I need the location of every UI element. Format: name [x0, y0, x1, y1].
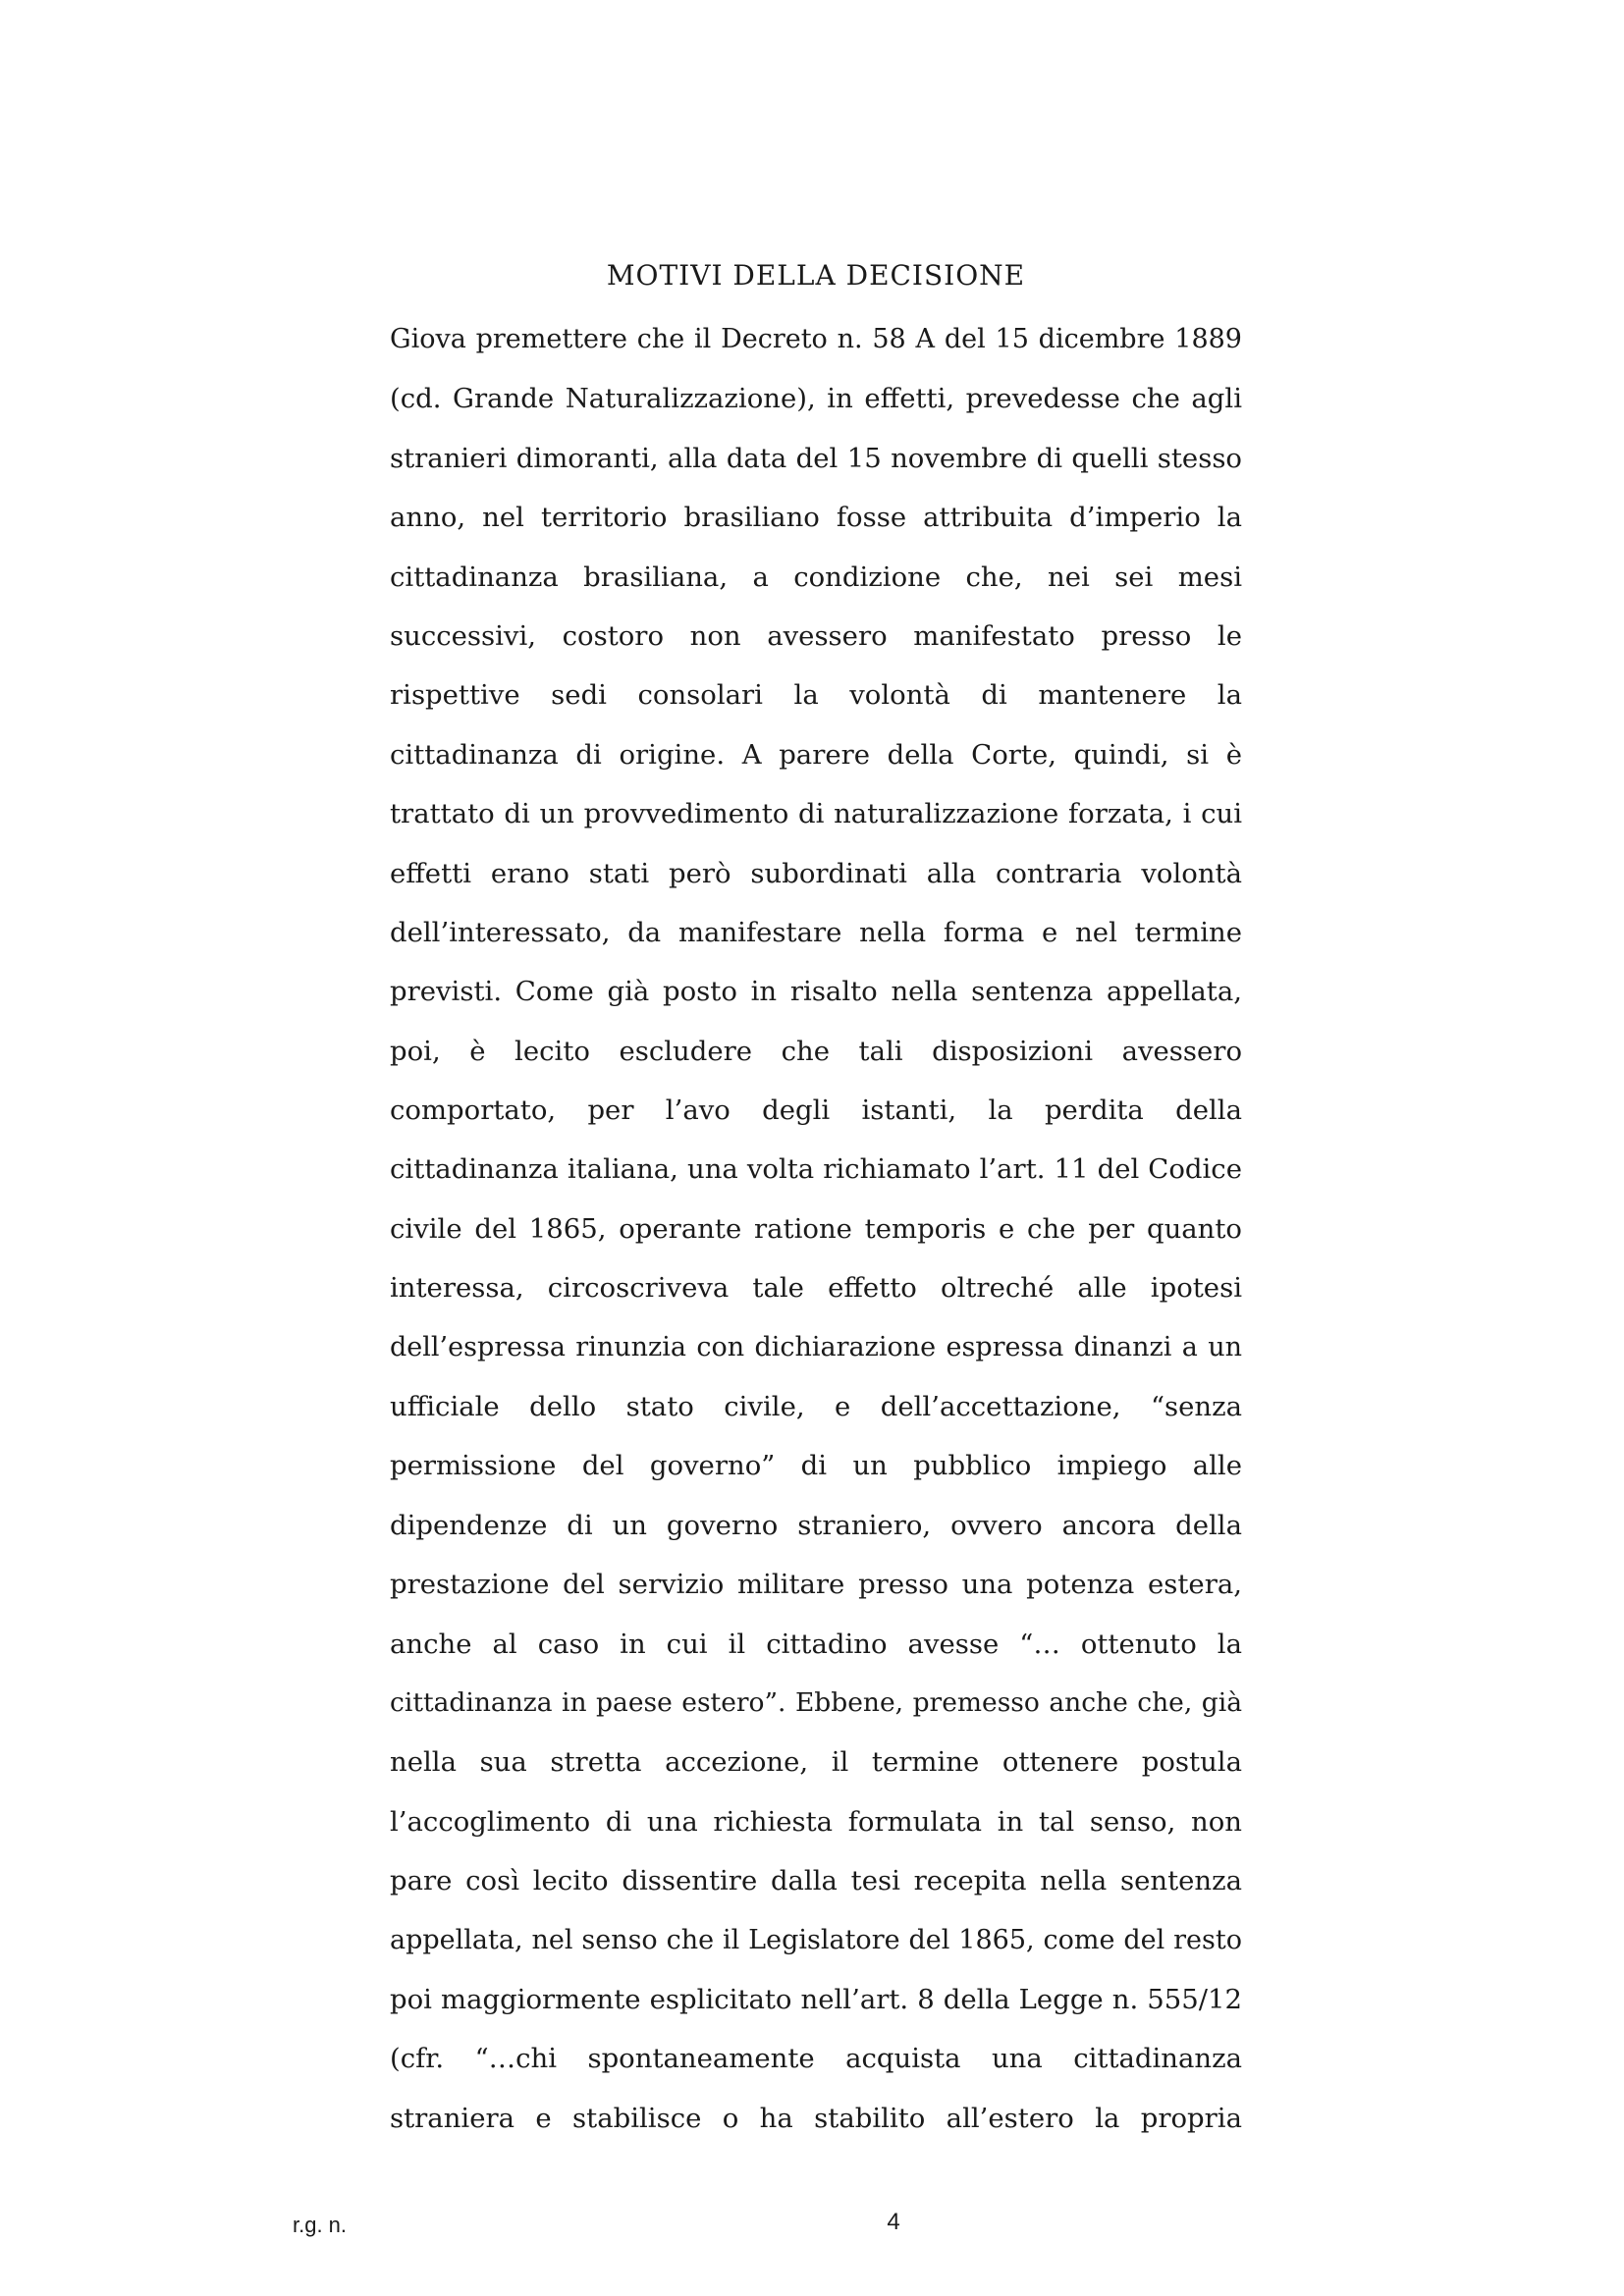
body-paragraph — [390, 310, 1242, 2148]
text-line: cittadinanza italiana, una volta richiamato l’art. 11 del Codice — [390, 1153, 1242, 1186]
text-line: prestazione del servizio militare presso una potenza estera, — [390, 1569, 1242, 1601]
text-line: dell’interessato, da manifestare nella forma e nel termine — [390, 916, 1242, 948]
text-line: anno, nel territorio brasiliano fosse attribuita d’imperio la — [390, 502, 1242, 534]
text-line: poi, è lecito escludere che tali disposizioni avessero — [390, 1035, 1242, 1067]
text-line: rispettive sedi consolari la volontà di mantenere la — [390, 679, 1242, 712]
text-line: successivi, costoro non avessero manifestato presso le — [390, 619, 1242, 652]
text-line: ufficiale dello stato civile, e dell’accettazione, “senza — [390, 1391, 1242, 1423]
text-line: comportato, per l’avo degli istanti, la perdita della — [390, 1095, 1242, 1127]
text-line: permissione del governo” di un pubblico impiego alle — [390, 1450, 1242, 1482]
text-line: Giova premettere che il Decreto n. 58 A del 15 dicembre 1889 — [390, 324, 1242, 354]
text-line: effetti erano stati però subordinati alla contraria volontà — [390, 857, 1242, 889]
text-line: stranieri dimoranti, alla data del 15 novembre di quelli stesso — [390, 442, 1242, 474]
text-line: cittadinanza in paese estero”. Ebbene, premesso anche che, già — [390, 1686, 1242, 1718]
text-line: dipendenze di un governo straniero, ovvero ancora della — [390, 1509, 1242, 1541]
text-line: poi maggiormente esplicitato nell’art. 8 della Legge n. 555/12 — [390, 1983, 1242, 2015]
text-line: dell’espressa rinunzia con dichiarazione espressa dinanzi a un — [390, 1331, 1242, 1362]
text-line: trattato di un provvedimento di naturalizzazione forzata, i cui — [390, 798, 1242, 830]
text-line: cittadinanza di origine. A parere della Corte, quindi, si è — [390, 738, 1242, 771]
text-line: appellata, nel senso che il Legislatore del 1865, come del resto — [390, 1924, 1242, 1955]
text-line: (cfr. “…chi spontaneamente acquista una cittadinanza — [390, 2043, 1242, 2075]
text-line: civile del 1865, operante ratione temporis e che per quanto — [390, 1212, 1242, 1245]
page-number: 4 — [887, 2209, 900, 2235]
text-line: (cd. Grande Naturalizzazione), in effetti, prevedesse che agli — [390, 383, 1242, 415]
text-line: previsti. Come già posto in risalto nella sentenza appellata, — [390, 976, 1242, 1008]
text-line: straniera e stabilisce o ha stabilito all’estero la propria — [390, 2102, 1242, 2134]
text-line: cittadinanza brasiliana, a condizione che, nei sei mesi — [390, 561, 1242, 593]
text-line: nella sua stretta accezione, il termine ottenere postula — [390, 1746, 1242, 1779]
section-heading: MOTIVI DELLA DECISIONE — [606, 259, 1026, 292]
text-line: anche al caso in cui il cittadino avesse “… ottenuto la — [390, 1628, 1242, 1660]
footer-reference: r.g. n. — [293, 2213, 348, 2237]
text-line: interessa, circoscriveva tale effetto oltreché alle ipotesi — [390, 1272, 1242, 1305]
text-line: pare così lecito dissentire dalla tesi recepita nella sentenza — [390, 1865, 1242, 1897]
text-line: l’accoglimento di una richiesta formulata in tal senso, non — [390, 1805, 1242, 1838]
